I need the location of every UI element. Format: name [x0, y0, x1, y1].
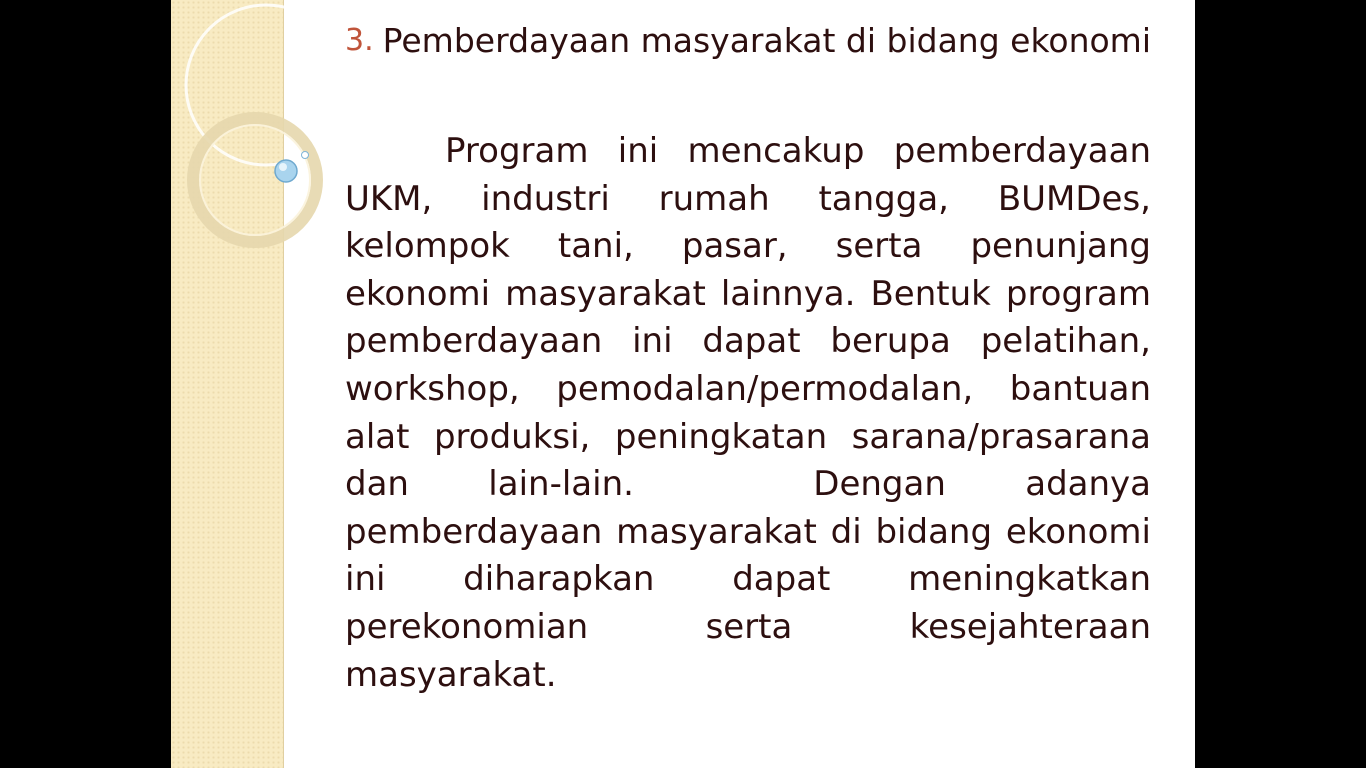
- heading-text: Pemberdayaan masyarakat di bidang ekonomi: [382, 20, 1151, 60]
- slide-content: [345, 0, 1151, 768]
- body-paragraph: [345, 128, 1151, 699]
- heading-number: 3.: [345, 22, 374, 58]
- slide: [171, 0, 1195, 768]
- slide-heading: [345, 18, 1151, 62]
- body-text-part-1: Program ini mencakup pemberdayaan UKM, industri rumah tangga, BUMDes, kelompok tani, pasar, serta penunjang ekonomi masyarakat lainnya. Bentuk program pemberdayaan ini dapat berupa pelatihan, workshop, pemodalan/permodalan, bantuan alat produksi, peningkatan sarana/prasarana dan lain-lain.: [345, 131, 1151, 505]
- body-text-part-2: Dengan adanya pemberdayaan masyarakat di bidang ekonomi ini diharapkan dapat meningkatkan perekonomian serta kesejahteraan masyarakat.: [345, 464, 1151, 695]
- decorative-circles-icon: [171, 0, 311, 260]
